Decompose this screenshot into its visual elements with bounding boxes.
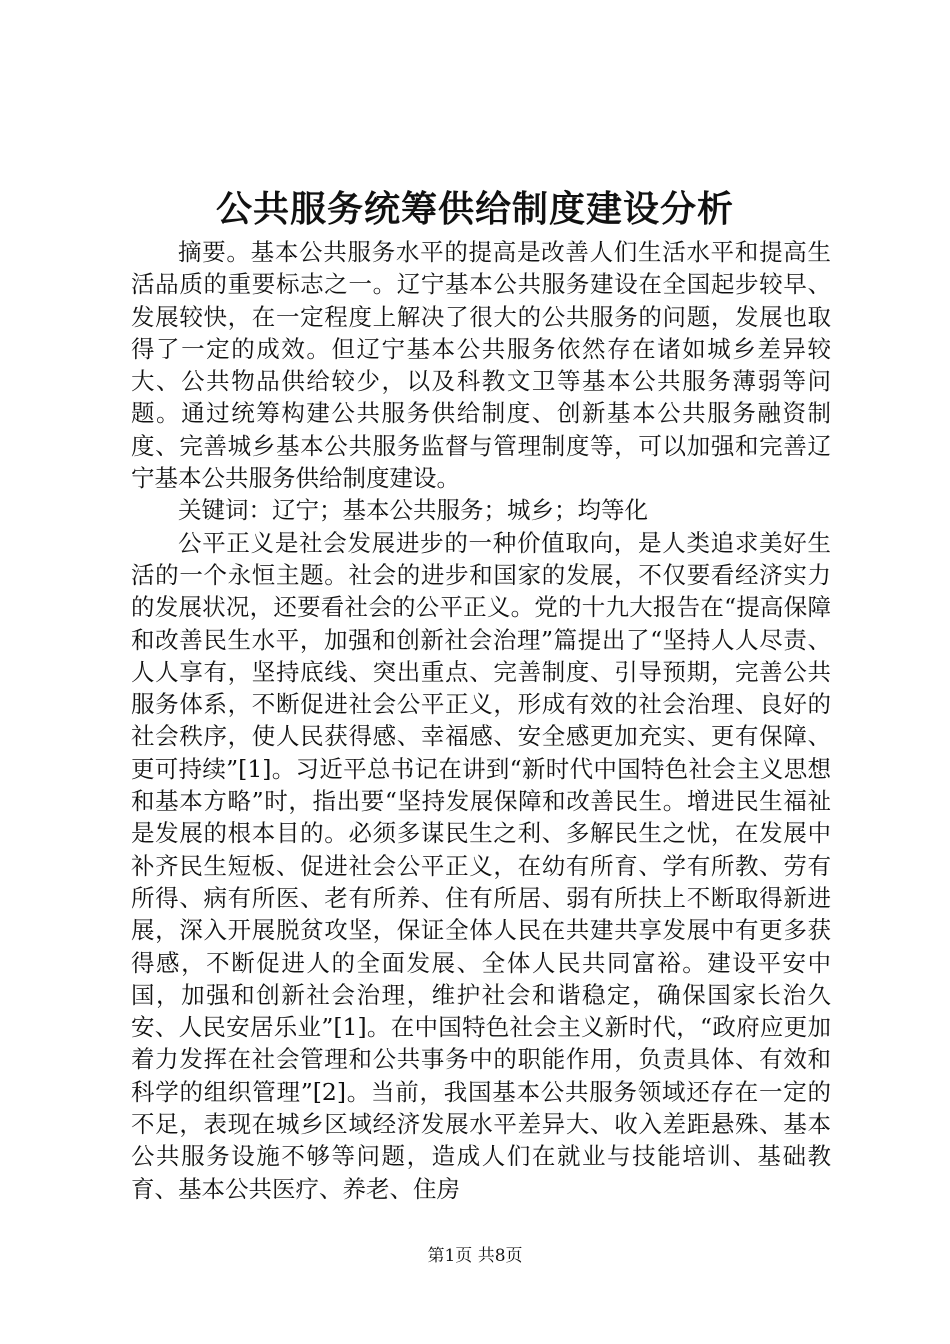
body-paragraph: 公平正义是社会发展进步的一种价值取向，是人类追求美好生活的一个永恒主题。社会的进步和国家的发展，不仅要看经济实力的发展状况，还要看社会的公平正义。党的十九大报告在“提高保障和改善民生水平，加强和创新社会治理”篇提出了“坚持人人尽责、人人享有，坚持底线、突出重点、完善制度、引导预期，完善公共服务体系，不断促进社会公平正义，形成有效的社会治理、良好的社会秩序，使人民获得感、幸福感、安全感更加充实、更有保障、更可持续”[1]。习近平总书记在讲到“新时代中国特色社会主义思想和基本方略”时，指出要“坚持发展保障和改善民生。增进民生福祉是发展的根本目的。必须多谋民生之利、多解民生之忧，在发展中补齐民生短板、促进社会公平正义，在幼有所育、学有所教、劳有所得、病有所医、老有所养、住有所居、弱有所扶上不断取得新进展，深入开展脱贫攻坚，保证全体人民在共建共享发展中有更多获得感，不断促进人的全面发展、全体人民共同富裕。建设平安中国，加强和创新社会治理，维护社会和谐稳定，确保国家长治久安、人民安居乐业”[1]。在中国特色社会主义新时代，“政府应更加着力发挥在社会管理和公共事务中的职能作用，负责具体、有效和科学的组织管理”[2]。当前，我国基本公共服务领域还存在一定的不足，表现在城乡区域经济发展水平差异大、收入差距悬殊、基本公共服务设施不够等问题，造成人们在就业与技能培训、基础教育、基本公共医疗、养老、住房 — [131, 528, 831, 1203]
keywords-paragraph: 关键词：辽宁；基本公共服务；城乡；均等化 — [178, 496, 648, 525]
document-title: 公共服务统筹供给制度建设分析 — [215, 188, 734, 230]
abstract-paragraph: 摘要。基本公共服务水平的提高是改善人们生活水平和提高生活品质的重要标志之一。辽宁基本公共服务建设在全国起步较早、发展较快，在一定程度上解决了很大的公共服务的问题，发展也取得了一定的成效。但辽宁基本公共服务依然存在诸如城乡差异较大、公共物品供给较少，以及科教文卫等基本公共服务薄弱等问题。通过统筹构建公共服务供给制度、创新基本公共服务融资制度、完善城乡基本公共服务监督与管理制度等，可以加强和完善辽宁基本公共服务供给制度建设。 — [131, 238, 831, 493]
page-footer: 第1页 共8页 — [427, 1246, 523, 1266]
document-body — [131, 236, 831, 1205]
